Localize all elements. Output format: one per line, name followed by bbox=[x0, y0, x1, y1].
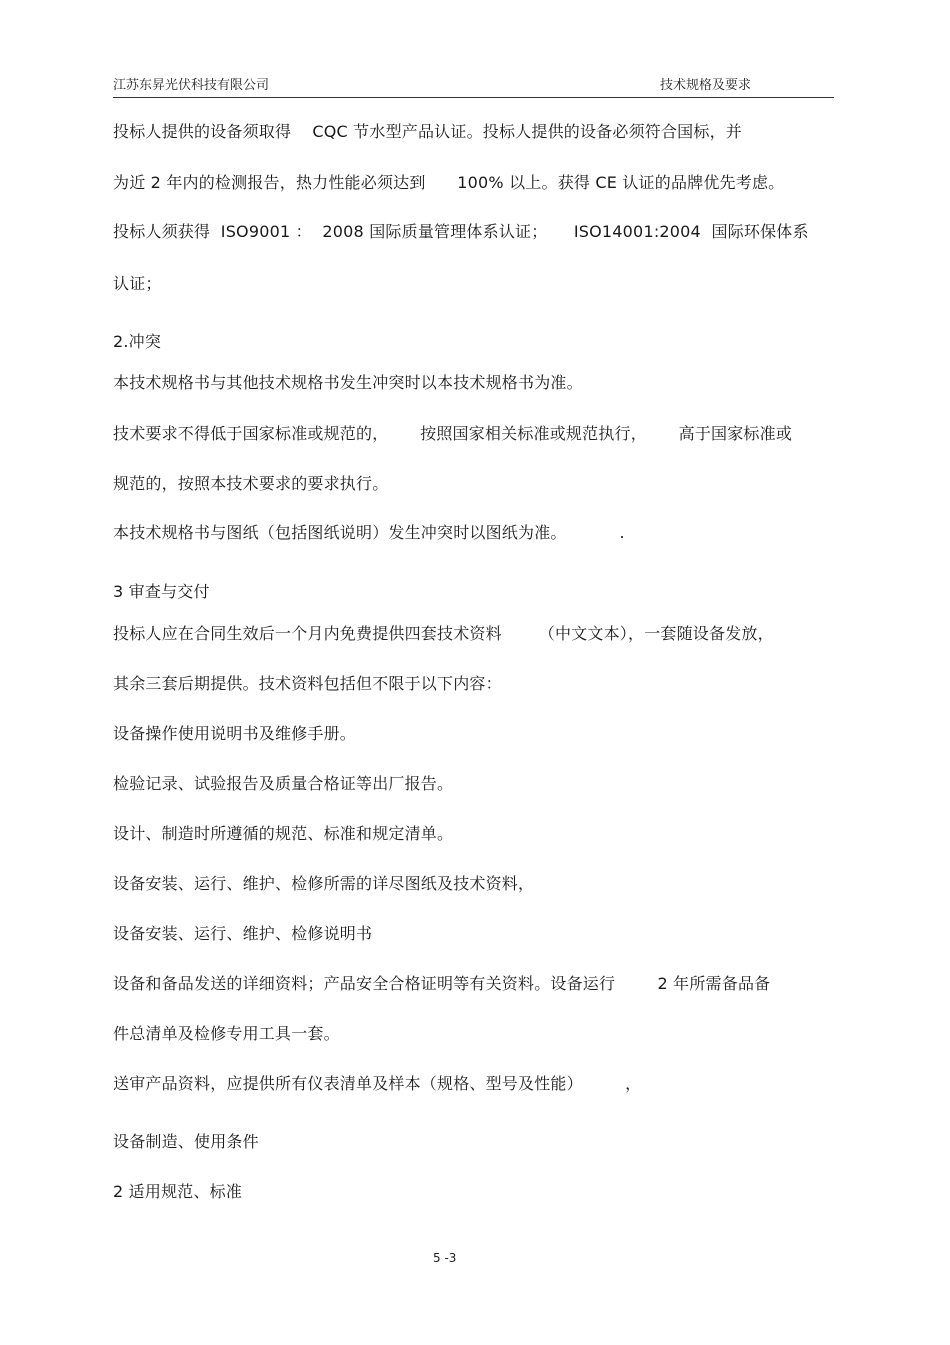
section-heading: 3 审查与交付 bbox=[113, 582, 210, 601]
text-line: 投标人提供的设备须取得 CQC 节水型产品认证。投标人提供的设备必须符合国标，并 bbox=[113, 122, 742, 141]
text-line: 设备制造、使用条件 bbox=[113, 1132, 259, 1151]
header-company: 江苏东昇光伏科技有限公司 bbox=[113, 78, 270, 93]
text-line: 设备安装、运行、维护、检修说明书 bbox=[113, 924, 373, 943]
text-line: 投标人须获得 ISO9001 ： 2008 国际质量管理体系认证； ISO14001:2004 国际环保体系 bbox=[113, 222, 809, 241]
text-line: 检验记录、试验报告及质量合格证等出厂报告。 bbox=[113, 774, 454, 793]
text-line: 规范的，按照本技术要求的要求执行。 bbox=[113, 474, 389, 493]
text-line: 件总清单及检修专用工具一套。 bbox=[113, 1024, 340, 1043]
text-line: 设备和备品发送的详细资料；产品安全合格证明等有关资料。设备运行 2 年所需备品备 bbox=[113, 974, 771, 993]
header-section-title: 技术规格及要求 bbox=[660, 78, 752, 93]
text-line: 设备安装、运行、维护、检修所需的详尽图纸及技术资料， bbox=[113, 874, 535, 893]
text-line: 本技术规格书与图纸（包括图纸说明）发生冲突时以图纸为准。 . bbox=[113, 523, 625, 542]
page-number: 5 -3 bbox=[433, 1251, 457, 1265]
text-line: 技术要求不得低于国家标准或规范的， 按照国家相关标准或规范执行， 高于国家标准或 bbox=[113, 424, 793, 443]
text-line: 认证； bbox=[113, 274, 162, 293]
text-line: 为近 2 年内的检测报告，热力性能必须达到 100% 以上。获得 CE 认证的品牌优先考虑。 bbox=[113, 173, 785, 192]
text-line: 设计、制造时所遵循的规范、标准和规定清单。 bbox=[113, 824, 454, 843]
text-line: 其余三套后期提供。技术资料包括但不限于以下内容： bbox=[113, 674, 502, 693]
text-line: 设备操作使用说明书及维修手册。 bbox=[113, 724, 357, 743]
text-line: 本技术规格书与其他技术规格书发生冲突时以本技术规格书为准。 bbox=[113, 373, 583, 392]
text-line: 送审产品资料，应提供所有仪表清单及样本（规格、型号及性能） ， bbox=[113, 1074, 642, 1093]
section-heading: 2 适用规范、标准 bbox=[113, 1182, 243, 1201]
section-heading: 2.冲突 bbox=[113, 332, 162, 351]
text-line: 投标人应在合同生效后一个月内免费提供四套技术资料 （中文文本），一套随设备发放， bbox=[113, 624, 774, 643]
header-rule bbox=[113, 97, 834, 98]
